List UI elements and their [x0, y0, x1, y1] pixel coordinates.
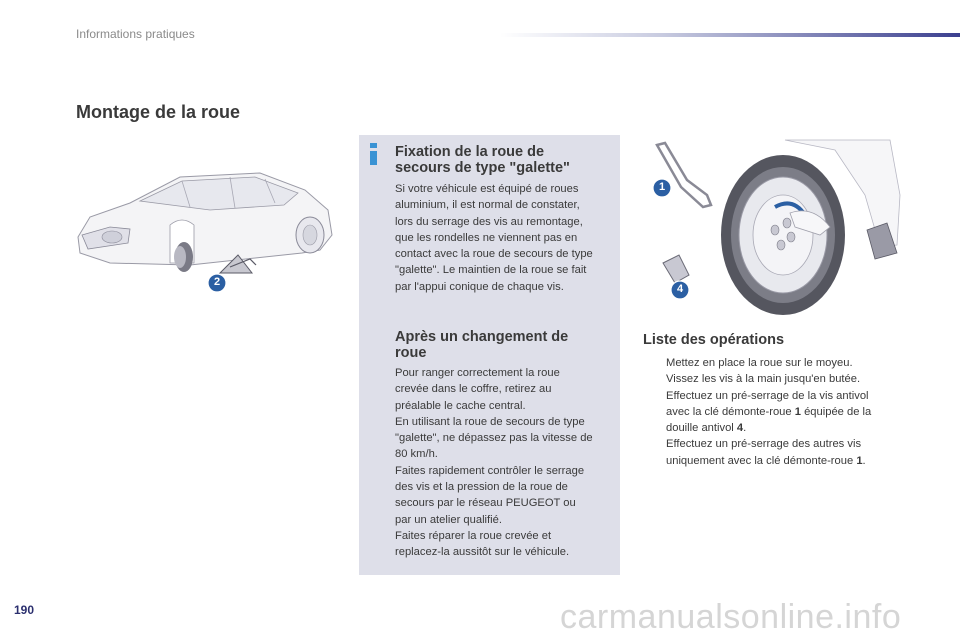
- operations-title: Liste des opérations: [643, 332, 785, 348]
- after-change-title: Après un changement de roue: [395, 329, 569, 361]
- callout-1-label: 1: [658, 181, 666, 193]
- page-number: 190: [14, 603, 35, 617]
- after-change-body: Pour ranger correctement la roue crevée dans le coffre, retirez au préalable le cache central. En utilisant la roue de secours de type "galette", ne dépassez pas la vitesse de 80 km/h. Faites rapidement contrôler le serrage des vis et la pression de la roue de secours par le réseau PEUGEOT ou par un atelier qualifié. Faites réparer la roue crevée et replacez-la aussitôt sur le véhicule.: [395, 367, 593, 559]
- operations-list: [643, 355, 903, 469]
- fixation-body: Si votre véhicule est équipé de roues aluminium, il est normal de constater, lors du serrage des vis au remontage, que les rondelles ne viennent pas en contact avec la roue de secours de type "galette". Le maintien de la roue se fait par l'appui conique de chaque vis.: [395, 183, 593, 293]
- section-header: Informations pratiques: [76, 27, 195, 41]
- callout-2-label: 2: [213, 276, 221, 288]
- header-bar: [500, 33, 960, 37]
- list-item: Effectuez un pré-serrage de la vis antivol avec la clé démonte-roue 1 équipée de la douille antivol 4.: [666, 389, 872, 435]
- list-item: Mettez en place la roue sur le moyeu.: [666, 357, 853, 369]
- list-item: Effectuez un pré-serrage des autres vis uniquement avec la clé démonte-roue 1.: [666, 438, 866, 467]
- callout-4-label: 4: [676, 283, 684, 295]
- watermark: carmanualsonline.info: [560, 598, 902, 636]
- info-icon: [367, 143, 381, 167]
- page-title: Montage de la roue: [76, 102, 241, 122]
- fixation-title: Fixation de la roue de secours de type "galette": [395, 144, 570, 176]
- list-item: Vissez les vis à la main jusqu'en butée.: [666, 373, 861, 386]
